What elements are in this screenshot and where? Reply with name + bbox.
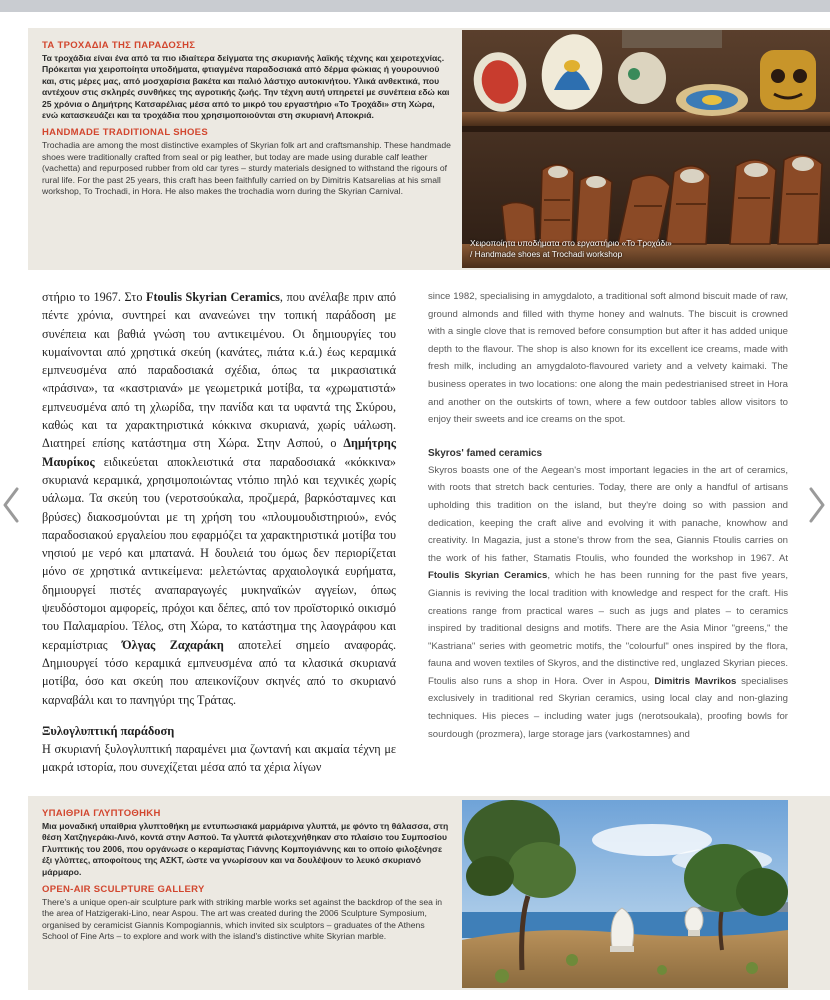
text-run: , which he has been running for the past five years, Giannis is reviving the local tradition with knowledge and respect for the craft. His creations range from practical wares – such as jugs and plates – to ceramics inspired by traditional designs and motifs. There are the Asia Minor "greens," the "Kastriana" series with geometric motifs, the "colourful" ones inspired by the flora, fauna and woven textiles of Skyros, and the distinctive red, unglazed Skyrian pieces. Ftoulis also runs a shop in Hora. Over in Aspou,	[428, 570, 788, 687]
sidebar-text-en: Trochadia are among the most distinctive examples of Skyrian folk art and craftsmanship. These handmade shoes were traditionally crafted from seal or pig leather, but today are made using durable calf leather (vachetta) and repurposed rubber from old car tyres – sturdy materials designed to withstand the rigours of rural life. For the past 25 years, this craft has been faithfully carried on by Dimitris Katsarelias at his small workshop, To Trochadi, in Hora. He also makes the trochadia worn during the Skyrian Carnival.	[42, 140, 451, 197]
sidebar-text-en: There's a unique open-air sculpture park with striking marble works set against the backdrop of the sea in the area of Hatzigeraki-Lino, near Aspou. The art was created during the 2006 Sculpture Symposium, organised by ceramicist Giannis Kompogiannis, which invited six sculptors – graduates of the Athens School of Fine Arts – to explore and work with the island's distinctive white Skyrian marble.	[42, 897, 443, 942]
greek-paragraph-woodcarving: Η σκυριανή ξυλογλυπτική παραμένει μια ζωντανή και ακμαία τέχνη με μακρά ιστορία, που συνεχίζεται μέσα από τα χέρια λίγων	[42, 741, 396, 775]
text-run: αποτελεί σημείο αναφοράς. Δημιουργεί τόσο κεραμικά εμπνευσμένα από τα κλασικά σκυριανά μοτίβα, όσο και σκεύη που απεικονίζουν σκηνές από το σκυριανό καρναβάλι και το πανηγύρι της Τράτας.	[42, 637, 396, 707]
text-run: specialises exclusively in traditional red Skyrian ceramics, using local clay and non-glazing techniques. His pieces – including water jugs (nerotsoukala), proofing bowls for sourdough (prozmera), large storage jars (varkostamnes) and	[428, 675, 788, 740]
sculpture-park-illustration	[462, 800, 788, 988]
top-rule	[0, 0, 830, 12]
caption-line-gr: Χειροποίητα υποδήματα στο εργαστήριο «Το Τροχάδι»	[470, 238, 672, 248]
text-run: στήριο το 1967. Στο	[42, 290, 147, 304]
prev-page-button[interactable]	[0, 485, 22, 525]
shoes-illustration	[462, 30, 830, 268]
photo-caption-top	[470, 238, 672, 260]
text-run: ειδικεύεται αποκλειστικά στα παραδοσιακά «κόκκινα» σκυριανά κεραμικά, χρησιμοποιώντας ντόπιο πηλό και τεχνικές χωρίς υάλωμα. Τα σκεύη του (νεροτσούκαλα, προζμερά, βαρκόσταμνες και βρύσες) διακοσμούνται με τη χρήση του «πλουμουδιστηριού», ενός παραδοσιακού εργαλείου που εφαρμόζει τα χαρακτηριστικά μοτίβα του νησιού με νερό και μπατανά. Η δουλειά του όμως δεν περιορίζεται μόνο σε χρηστικά αντικείμενα: μελετώντας αρχαιολογικά ευρήματα, δημιουργεί πιστές αναπαραγωγές μυκηναϊκών αγγείων, όπως ψευδόστομοι αμφορείς, πρόχοι και δέπες, από τον προϊστορικό οικισμό του Παλαμαρίου. Τέλος, στη Χώρα, το κατάστημα της λαογράφου και κεραμίστριας	[42, 454, 396, 652]
next-page-button[interactable]	[806, 485, 828, 525]
sidebar-sculpture-gallery	[42, 808, 452, 943]
caption-line-en: / Handmade shoes at Trochadi workshop	[470, 249, 623, 259]
bold-run: Dimitris Mavrikos	[654, 675, 737, 687]
greek-subheading-woodcarving: Ξυλογλυπτική παράδοση	[42, 723, 175, 738]
photo-sculpture-park	[462, 800, 788, 988]
greek-paragraph-ceramics	[42, 288, 396, 709]
text-run: , που ανέλαβε πριν από πέντε χρόνια, συντηρεί και ανανεώνει την τοπική παράδοση με συνέπεια και βαθιά γνώση του αντικειμένου. Οι δημιουργίες του κυμαίνονται από χρηστικά σκεύη (κανάτες, πιάτα κ.ά.) έως κεραμικά εμπνευσμένα από παραδοσιακά σχέδια, όπως τα μικρασιατικά «πράσινα», τα «καστριανά» με γεωμετρικά μοτίβα, τα «χρωματιστά» εμπνευσμένα από τη χλωρίδα, την πανίδα και τα υφαντά της Σκύρου, καθώς και τα χαρακτηριστικά κόκκινα σκυριανά, χωρίς υάλωση. Διατηρεί επίσης κατάστημα στη Χώρα. Στην Ασπού, ο	[42, 290, 396, 451]
bold-run: Δημήτρης Μαυρίκος	[42, 436, 396, 469]
english-paragraph-ceramics	[428, 462, 788, 744]
chevron-right-icon	[806, 485, 828, 525]
column-english	[428, 288, 788, 743]
sidebar-text-gr: Μια μοναδική υπαίθρια γλυπτοθήκη με εντυπωσιακά μαρμάρινα γλυπτά, με φόντο τη θάλασσα, στη θέση Χατζηγεράκι-Λινό, κοντά στην Ασπού. Τα γλυπτά φιλοτεχνήθηκαν στο πλαίσιο του Συμποσίου Γλυπτικής του 2006, που οργάνωσε ο κεραμίστας Γιάννης Κομπογιάννης και το οποίο φιλοξένησε έξι γλύπτες, αποφοίτους της ΑΣΚΤ, ώστε να γνωρίσουν και να δουλέψουν το λευκό σκυριανό μάρμαρο.	[42, 821, 449, 877]
sidebar-heading-gr: ΤΑ ΤΡΟΧΑΔΙΑ ΤΗΣ ΠΑΡΑΔΟΣΗΣ	[42, 40, 196, 51]
english-paragraph-sweets: since 1982, specialising in amygdaloto, a traditional soft almond biscuit made of raw, ground almonds and filled with thyme honey and walnuts. The biscuit is crowned with a single clove that is removed before consumption but after it has added unique depth to the flavour. The shop is also known for its excellent ice creams, made with fresh milk, including an amygdaloto-flavoured variety and a velvety kaimaki. The business operates in two locations: one along the main pedestrianised street in Hora and another on the outskirts of town, where a few outdoor tables allow visitors to enjoy their sweets and ice creams on the spot.	[428, 291, 788, 426]
sidebar-heading-en: HANDMADE TRADITIONAL SHOES	[42, 127, 208, 139]
bold-run: Ftoulis Skyrian Ceramics	[146, 290, 280, 304]
sidebar-heading-gr: ΥΠΑΙΘΡΙΑ ΓΛΥΠΤΟΘΗΚΗ	[42, 808, 161, 819]
bold-run: Ftoulis Skyrian Ceramics	[428, 570, 548, 582]
text-run: Skyros boasts one of the Aegean's most important legacies in the art of ceramics, with roots that stretch back centuries. Today, there are only a handful of artisans upholding this tradition on the island, but they're doing so with passion and dedication, keeping the craft alive and evolving it with panache, knowhow and creativity. In Magazia, just a stone's throw from the sea, Giannis Ftoulis carries on the work of his father, Stamatis Ftoulis, who founded the workshop in 1967. At	[428, 464, 788, 564]
sidebar-text-gr: Τα τροχάδια είναι ένα από τα πιο ιδιαίτερα δείγματα της σκυριανής λαϊκής τέχνης και χειροτεχνίας. Πρόκειται για χειροποίητα υποδήματα, φτιαγμένα παραδοσιακά από δέρμα φώκιας ή γουρουνιού και, στις μέρες μας, από μοσχαρίσια βακέτα και παλιό λάστιχο αυτοκινήτου. Υλικά ανθεκτικά, που αντέχουν στις σκληρές συνθήκες της αγροτικής ζωής. Την τέχνη αυτή υπηρετεί με συνέπεια εδώ και 25 χρόνια ο Δημήτρης Κατσαρέλιας μέσα από το μικρό του εργαστήριο «Το Τροχάδι» στη Χώρα, ενώ κατασκευάζει και τα τροχάδια που χρησιμοποιούνται στη σκυριανή Αποκριά.	[42, 53, 450, 121]
sidebar-traditional-shoes	[42, 40, 452, 197]
english-subheading-ceramics: Skyros' famed ceramics	[428, 447, 543, 459]
sidebar-heading-en: OPEN-AIR SCULPTURE GALLERY	[42, 884, 205, 896]
chevron-left-icon	[0, 485, 22, 525]
photo-handmade-shoes	[462, 30, 830, 268]
column-greek	[42, 288, 396, 776]
bold-run: Όλγας Ζαχαράκη	[122, 637, 224, 652]
